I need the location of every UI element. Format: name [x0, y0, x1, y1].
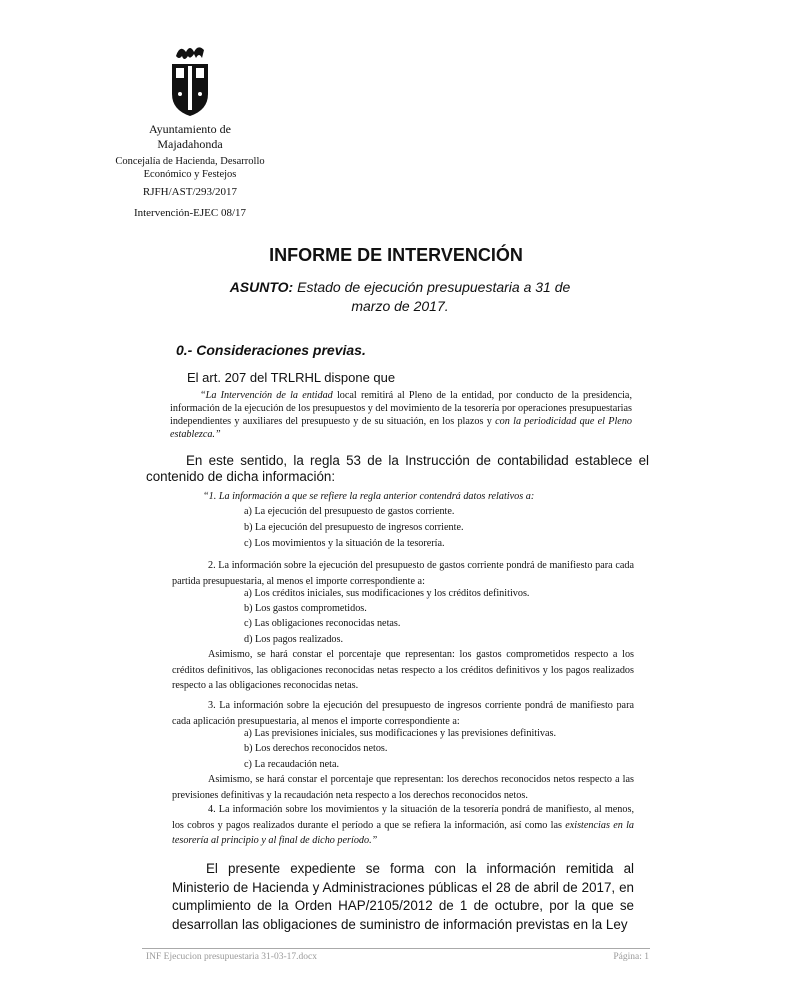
- body-paragraph: El presente expediente se forma con la información remitida al Ministerio de Hacienda y Administraciones públicas el 28 de abril de 2017, en cumplimiento de la Orden HAP/2105/2012 de 1 de octubre, por la que se desarrollan las obligaciones de suministro de información previstas en la Ley: [172, 861, 634, 932]
- org-name: Ayuntamiento de Majadahonda: [149, 122, 231, 151]
- department-name: Concejalía de Hacienda, Desarrollo Económico y Festejos: [115, 156, 265, 180]
- quote-italic-start: “La Intervención de la entidad: [200, 390, 333, 401]
- list-item: a) La ejecución del presupuesto de gastos corriente.: [244, 506, 455, 517]
- list-item: b) Los gastos comprometidos.: [244, 603, 367, 614]
- rule-paragraph: Asimismo, se hará constar el porcentaje que representan: los derechos reconocidos netos respecto a las previsiones definitivas y la recaudación neta respecto a los derechos reconocidos netos.: [172, 774, 634, 801]
- list-item: c) La recaudación neta.: [244, 759, 340, 770]
- quote-body: local remitirá al Pleno de la entidad, por conducto de la presidencia, información de la ejecución de los presupuestos y del movimiento de la tesorería por operaciones presupuestarias independientes y auxiliares del presupuesto y de su situación, en los plazos y: [170, 390, 632, 427]
- rule-paragraph: [172, 802, 634, 849]
- majadahonda-coat-of-arms-icon: [166, 42, 214, 118]
- footer-filename: INF Ejecucion presupuestaria 31-03-17.docx: [146, 952, 317, 962]
- list-item: d) Los pagos realizados.: [244, 634, 344, 645]
- document-subject: [220, 278, 580, 316]
- section-heading: 0.- Consideraciones previas.: [176, 342, 366, 358]
- rule-paragraph: Asimismo, se hará constar el porcentaje que representan: los gastos comprometidos respecto a los créditos definitivos, las obligaciones reconocidas netas respecto a los créditos definitivos y los pagos realizados respecto a las obligaciones reconocidas netas.: [172, 649, 634, 692]
- subject-label: ASUNTO:: [229, 279, 294, 295]
- intro-line: El art. 207 del TRLRHL dispone que: [187, 370, 396, 385]
- legal-quote: [170, 389, 632, 441]
- footer-page-number: Página: 1: [613, 952, 649, 962]
- document-title: INFORME DE INTERVENCIÓN: [269, 245, 523, 265]
- rule4-body: 4. La información sobre los movimientos y la situación de la tesorería pondrá de manifiesto, al menos, los cobros y pagos realizados durante el período a que se refiera la información, así como las: [172, 804, 634, 831]
- list-item: a) Las previsiones iniciales, sus modificaciones y las previsiones definitivas.: [244, 728, 557, 739]
- subject-text: Estado de ejecución presupuestaria a 31 de marzo de 2017.: [297, 279, 571, 314]
- rule-heading: “1. La información a que se refiere la regla anterior contendrá datos relativos a:: [203, 491, 535, 502]
- list-item: c) Los movimientos y la situación de la tesorería.: [244, 538, 445, 549]
- internal-reference: Intervención-EJEC 08/17: [133, 207, 247, 219]
- body-paragraph: En este sentido, la regla 53 de la Instrucción de contabilidad establece el contenido de dicha información:: [146, 453, 649, 484]
- list-item: c) Las obligaciones reconocidas netas.: [244, 618, 401, 629]
- list-item: a) Los créditos iniciales, sus modificaciones y los créditos definitivos.: [244, 588, 530, 599]
- rule-paragraph: 2. La información sobre la ejecución del presupuesto de gastos corriente pondrá de manifiesto para cada partida presupuestaria, al menos el importe correspondiente a:: [172, 560, 634, 587]
- reference-number: RJFH/AST/293/2017: [142, 186, 238, 198]
- list-item: b) La ejecución del presupuesto de ingresos corriente.: [244, 522, 464, 533]
- rule-paragraph: 3. La información sobre la ejecución del presupuesto de ingresos corriente pondrá de manifiesto para cada aplicación presupuestaria, al menos el importe correspondiente a:: [172, 700, 634, 727]
- rule4-italic-end: existencias en la tesorería al principio y al final de dicho período.”: [172, 819, 635, 847]
- list-item: b) Los derechos reconocidos netos.: [244, 743, 388, 754]
- quote-italic-end: con la periodicidad que el Pleno establezca.”: [170, 416, 633, 440]
- footer-divider: [142, 948, 650, 949]
